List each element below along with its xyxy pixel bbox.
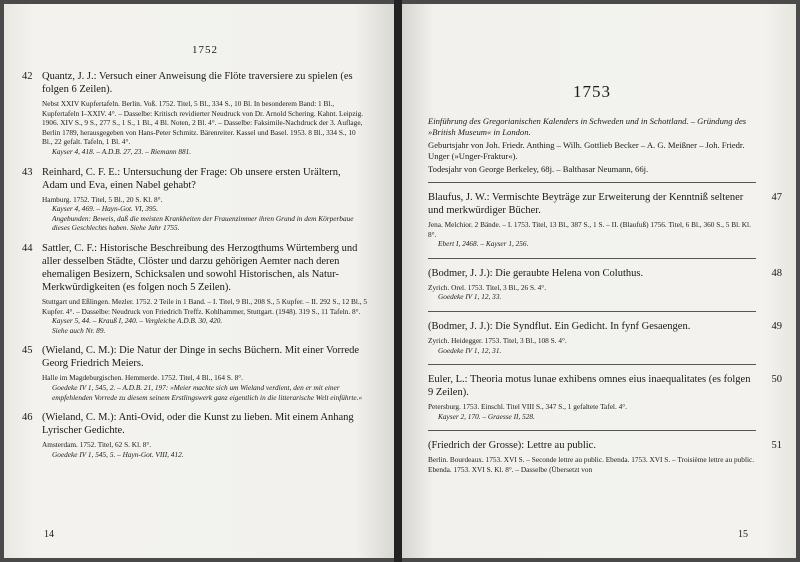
- intro-line: Todesjahr von George Berkeley, 68j. – Balthasar Neumann, 66j.: [428, 164, 649, 174]
- divider: [428, 430, 756, 431]
- entry-number: 50: [771, 374, 782, 386]
- entry-number: 44: [22, 242, 33, 254]
- catalog-entry: [22, 344, 368, 402]
- catalog-entry: [428, 191, 782, 249]
- entry-title: Sattler, C. F.: Historische Beschreibung des Herzogthums Würtemberg und aller desselben Städte, Clöster und darzu gehörigen Aemter nach deren ehemaligen Besizern, Schicksalen und sowohl Historischen, als Natur-Merkwürdigkeiten (es folgen noch 5 Zeilen).: [42, 242, 358, 293]
- catalog-entry: [428, 267, 782, 302]
- entry-details: [428, 402, 756, 421]
- right-page: [402, 4, 796, 558]
- entry-details: [428, 283, 756, 302]
- entry-title: (Friedrich der Grosse): Lettre au public.: [428, 440, 596, 452]
- entry-list: [22, 70, 368, 459]
- reference-line: Siehe auch Nr. 89.: [52, 325, 106, 335]
- reference-line: Goedeke IV 1, 12, 33.: [438, 292, 502, 302]
- catalog-entry: [428, 439, 782, 474]
- detail-line: Nebst XXIV Kupfertafeln. Berlin. Voß. 1752. Titel, 5 Bl., 334 S., 10 Bl. In besonderem Band: 1 Bl., Kupfertafeln I–XXIV. 4°. – Dasselbe: Kritisch revidierter Neudruck von Dr. Arnold Schering. Kahnt. Leipzig. 1906. XIV S., 9 S., 277 S., 1 S., 1 Bl., 4 Bl. Noten, 2 Bl. 4°. – Dasselbe: Faksimile-Nachdruck der 3. Auflage, Berlin 1789, herausgegeben von Hans-Peter Schmitz. Bärenreiter. Kassel und Basel. 1953. 8 Bl., 334 S., 10 Bl., 22 gefalt. Tafeln, 1 Bl. 4°.: [42, 99, 364, 147]
- divider: [428, 258, 756, 259]
- catalog-entry: [22, 242, 368, 335]
- entry-number: 51: [771, 440, 782, 452]
- entry-title: Reinhard, C. F. E.: Untersuchung der Frage: Ob unsere ersten Urältern, Adam und Eva, einen Nabel gehabt?: [42, 166, 341, 191]
- detail-line: Amsterdam. 1752. Titel, 62 S. Kl. 8°.: [42, 440, 152, 450]
- entry-details: [42, 440, 368, 459]
- divider: [428, 364, 756, 365]
- entry-details: [42, 373, 368, 402]
- running-head: 1752: [192, 44, 218, 56]
- entry-number: 48: [771, 267, 782, 279]
- detail-line: Hamburg. 1752. Titel, 5 Bl., 20 S. Kl. 8°.: [42, 194, 163, 204]
- detail-line: Halle im Magdeburgischen. Hemmerde. 1752. Titel, 4 Bl., 164 S. 8°.: [42, 373, 243, 383]
- year-heading: 1753: [573, 82, 611, 101]
- entry-details: [428, 336, 756, 355]
- year-intro: [428, 116, 756, 175]
- reference-line: Kayser 2, 170. – Graesse II, 528.: [438, 411, 535, 421]
- entry-number: 47: [771, 192, 782, 203]
- divider: [428, 182, 756, 183]
- entry-details: [428, 220, 756, 249]
- detail-line: Zyrich. Orel. 1753. Titel, 3 Bl., 26 S. 4°.: [428, 282, 547, 292]
- catalog-entry: [22, 70, 368, 157]
- entry-details: [42, 195, 368, 233]
- entry-title: (Bodmer, J. J.): Die geraubte Helena von Coluthus.: [428, 267, 644, 279]
- entry-number: 46: [22, 412, 33, 424]
- entry-number: 45: [22, 345, 33, 357]
- entry-number: 49: [771, 320, 782, 332]
- reference-line: Kayser 5, 44. – Krauß I, 240. – Vergleiche A.D.B. 30, 420.: [52, 316, 223, 326]
- reference-line: Ebert I, 2468. – Kayser 1, 256.: [438, 239, 529, 249]
- entry-title: Euler, L.: Theoria motus lunae exhibens omnes eius inaequalitates (es folgen 9 Zeilen).: [428, 374, 751, 399]
- entry-details: [42, 297, 368, 335]
- reference-line: Kayser 4, 469. – Hayn-Got. VI, 395.: [52, 204, 158, 214]
- catalog-entry: [428, 373, 782, 421]
- entry-number: 42: [22, 71, 33, 82]
- entry-title: (Bodmer, J. J.): Die Syndflut. Ein Gedicht. In fynf Gesaengen.: [428, 320, 691, 332]
- reference-line: Goedeke IV 1, 12, 31.: [438, 345, 502, 355]
- intro-line: Einführung des Gregorianischen Kalenders in Schweden und in Schottland. – Gründung des »British Museum« in London.: [428, 116, 747, 137]
- detail-line: Jena. Melchior. 2 Bände. – I. 1753. Titel, 13 Bl., 387 S., 1 S. – II. (Blaufuß) 1756. Titel, 6 Bl., 360 S., 5 Bl. Kl. 8°.: [428, 220, 751, 239]
- page-number: 15: [738, 529, 748, 540]
- detail-line: Berlin. Bourdeaux. 1753. XVI S. – Seconde lettre au public. Ebenda. 1753. XVI S. – Troisième lettre au public. Ebenda. 1753. XVI S. Kl. 8°. – Dasselbe (Übersetzt von: [428, 455, 755, 474]
- left-page: [4, 4, 394, 558]
- entry-title: (Wieland, C. M.): Die Natur der Dinge in sechs Büchern. Mit einer Vorrede Georg Friedrich Meiers.: [42, 345, 360, 370]
- detail-line: Stuttgart und Eßlingen. Mezler. 1752. 2 Teile in 1 Band. – I. Titel, 9 Bl., 208 S., 5 Kupfer. – II. 292 S., 12 Bl., 5 Kupfer. 4°. – Dasselbe: Neudruck von Friedrich Treffz. Kohlhammer, Stuttgart. (1948). 319 S., 11 Tafeln. 8°.: [42, 296, 368, 316]
- detail-line: Zyrich. Heidegger. 1753. Titel, 3 Bl., 108 S. 4°.: [428, 335, 567, 345]
- entry-title: Quantz, J. J.: Versuch einer Anweisung die Flöte traversiere zu spielen (es folgen 6 Zeilen).: [42, 71, 353, 95]
- reference-line: Goedeke IV 1, 545, 2. – A.D.B. 21, 197: »Meier machte sich um Wieland verdient, den er mit einer empfehlenden Vorrede zu diesem seinem Erstlingswerk ganz eigentlich in die litterarische Welt einführte.«: [52, 382, 363, 402]
- reference-line: Goedeke IV 1, 545, 5. – Hayn-Got. VIII, 412.: [52, 449, 184, 459]
- intro-line: Geburtsjahr von Joh. Friedr. Anthing – Wilh. Gottlieb Becker – A. G. Meißner – Joh. Friedr. Unger (»Unger-Fraktur«).: [428, 140, 745, 161]
- reference-line: Kayser 4, 418. – A.D.B. 27, 23. – Riemann 881.: [52, 146, 192, 156]
- divider: [428, 311, 756, 312]
- entry-details: [428, 455, 756, 474]
- detail-line: Petersburg. 1753. Einschl. Titel VIII S., 347 S., 1 gefaltete Tafel. 4°.: [428, 402, 627, 412]
- entry-details: [42, 99, 368, 157]
- entry-title: (Wieland, C. M.): Anti-Ovid, oder die Kunst zu lieben. Mit einem Anhang Lyrischer Gedichte.: [42, 412, 354, 437]
- catalog-entry: [22, 166, 368, 233]
- entry-number: 43: [22, 166, 33, 178]
- catalog-entry: [22, 411, 368, 459]
- reference-line: Angebunden: Beweis, daß die meisten Krankheiten der Frauenzimmer ihren Grund in dem Körperbaue dieses Geschlechts haben. Siehe Jahr 1755.: [52, 213, 354, 233]
- entry-list: [428, 191, 782, 475]
- catalog-entry: [428, 320, 782, 355]
- entry-title: Blaufus, J. W.: Vermischte Beyträge zur Erweiterung der Kenntniß seltener und merkwürdiger Bücher.: [428, 192, 744, 216]
- book-gutter: [394, 0, 402, 562]
- page-number: 14: [44, 529, 54, 540]
